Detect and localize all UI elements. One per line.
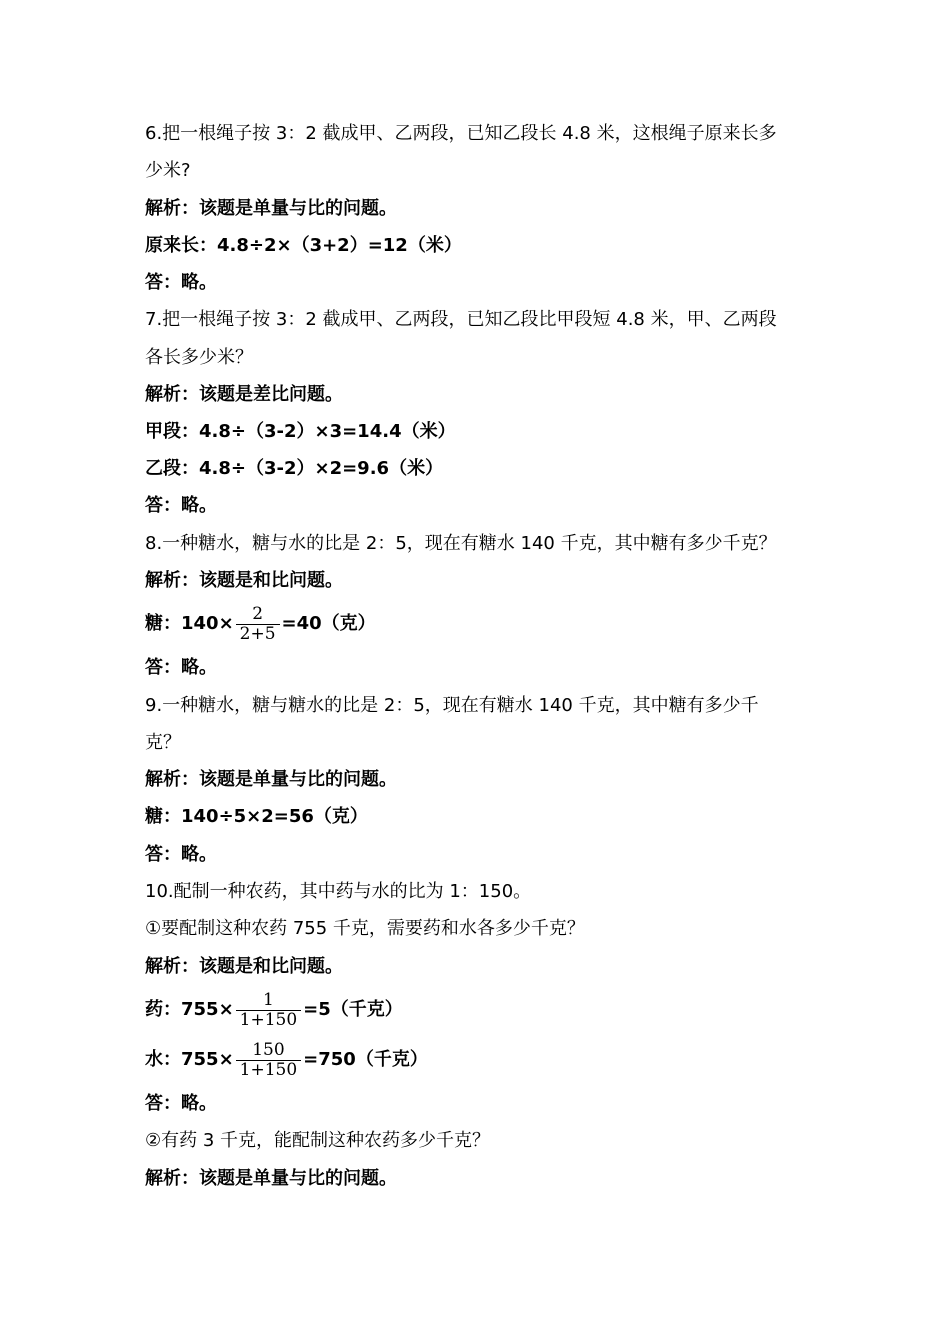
fraction [236, 605, 280, 644]
problem-10-part-1: ①要配制这种农药 755 千克，需要药和水各多少千克？ [145, 918, 585, 939]
problem-9-analysis: 解析：该题是单量与比的问题。 [145, 769, 397, 790]
problem-8-solution [145, 600, 825, 648]
formula-suffix: =5（千克） [303, 999, 403, 1020]
fraction-numerator: 2 [236, 605, 280, 625]
fraction-denominator: 2+5 [239, 623, 276, 644]
problem-10-solution-medicine [145, 986, 825, 1034]
problem-10-line-1: 10.配制一种农药，其中药与水的比为 1：150。 [145, 881, 532, 902]
problem-10-analysis-2: 解析：该题是单量与比的问题。 [145, 1168, 397, 1189]
problem-10-part-2: ②有药 3 千克，能配制这种农药多少千克？ [145, 1130, 491, 1151]
problem-9-answer: 答：略。 [145, 844, 217, 865]
problem-9-line-1: 9.一种糖水，糖与糖水的比是 2：5，现在有糖水 140 千克，其中糖有多少千 [145, 695, 759, 716]
problem-8-line-1: 8.一种糖水，糖与水的比是 2：5，现在有糖水 140 千克，其中糖有多少千克？ [145, 533, 777, 554]
problem-9-solution: 糖：140÷5×2=56（克） [145, 806, 368, 827]
problem-7-solution-b: 乙段：4.8÷（3-2）×2=9.6（米） [145, 458, 444, 479]
problem-7-line-2: 各长多少米？ [145, 347, 253, 368]
fraction-denominator: 1+150 [239, 1009, 298, 1030]
problem-9-line-2: 克？ [145, 732, 181, 753]
formula-suffix: =40（克） [281, 613, 376, 634]
problem-10-analysis-1: 解析：该题是和比问题。 [145, 956, 343, 977]
formula-prefix: 糖：140× [145, 613, 234, 634]
fraction-denominator: 1+150 [239, 1059, 298, 1080]
problem-6-analysis: 解析：该题是单量与比的问题。 [145, 198, 397, 219]
problem-8-analysis: 解析：该题是和比问题。 [145, 570, 343, 591]
formula-suffix: =750（千克） [303, 1049, 428, 1070]
problem-7-answer: 答：略。 [145, 495, 217, 516]
formula-prefix: 水：755× [145, 1049, 234, 1070]
problem-6-solution: 原来长：4.8÷2×（3+2）=12（米） [145, 235, 462, 256]
problem-10-solution-water [145, 1036, 825, 1084]
problem-7-solution-a: 甲段：4.8÷（3-2）×3=14.4（米） [145, 421, 456, 442]
problem-6-answer: 答：略。 [145, 272, 217, 293]
fraction-numerator: 150 [236, 1041, 302, 1061]
fraction-numerator: 1 [236, 991, 302, 1011]
problem-6-line-2: 少米? [145, 160, 191, 181]
problem-7-analysis: 解析：该题是差比问题。 [145, 384, 343, 405]
problem-8-answer: 答：略。 [145, 657, 217, 678]
fraction [236, 991, 302, 1030]
formula-prefix: 药：755× [145, 999, 234, 1020]
fraction [236, 1041, 302, 1080]
problem-7-line-1: 7.把一根绳子按 3：2 截成甲、乙两段，已知乙段比甲段短 4.8 米，甲、乙两段 [145, 309, 777, 330]
problem-10-answer-1: 答：略。 [145, 1093, 217, 1114]
problem-6-line-1: 6.把一根绳子按 3：2 截成甲、乙两段，已知乙段长 4.8 米，这根绳子原来长多 [145, 123, 777, 144]
